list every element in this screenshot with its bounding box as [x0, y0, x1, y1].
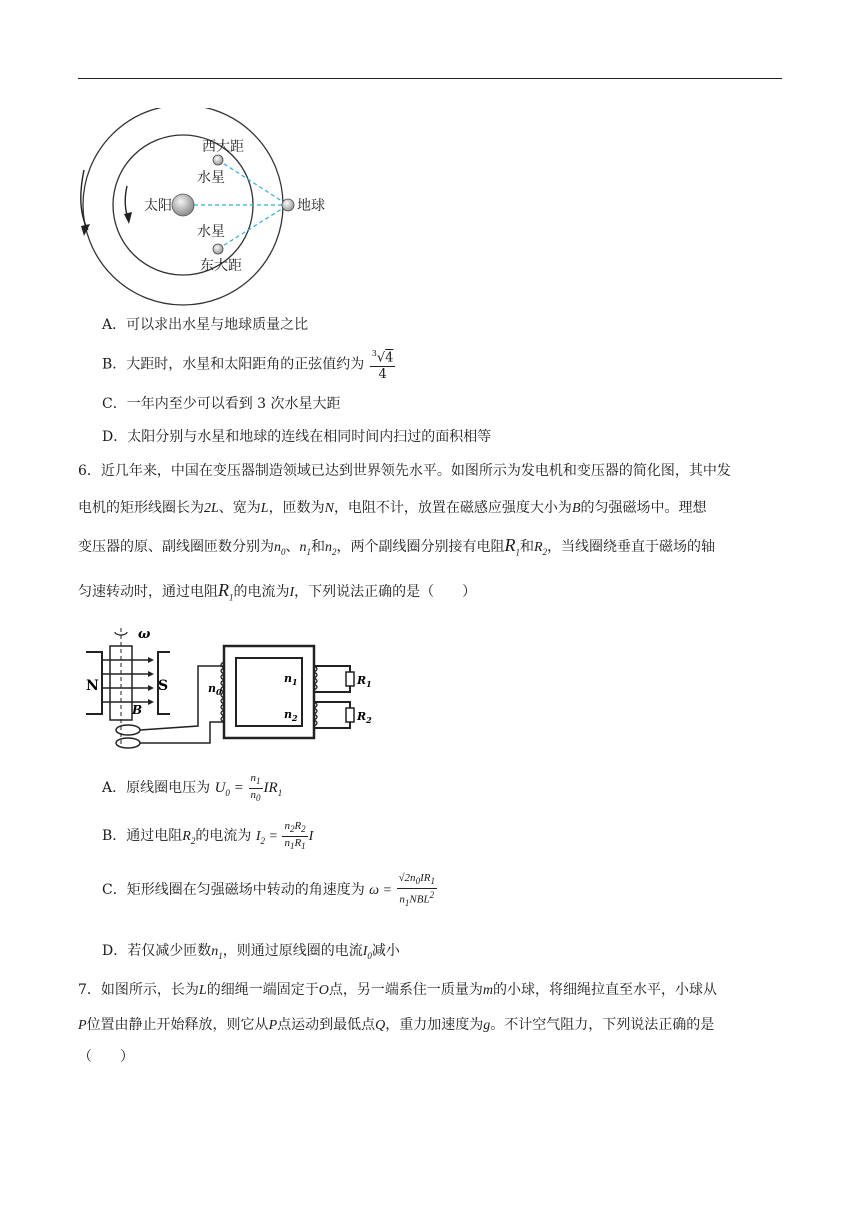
- q7-stem: [78, 972, 784, 1072]
- option-text: 矩形线圈在匀强磁场中转动的角速度为: [126, 882, 365, 899]
- option-text: 太阳分别与水星和地球的连线在相同时间内扫过的面积相等: [127, 429, 492, 445]
- mercury-west-icon: [213, 155, 223, 165]
- earth-icon: [282, 199, 294, 211]
- label-mercury-top: 水星: [197, 170, 225, 186]
- q7-line1: 7．如图所示，长为L的细绳一端固定于O点，另一端系住一质量为m的小球，将细绳拉直至水平，小球从: [78, 982, 717, 998]
- label-b-field: B: [132, 703, 143, 717]
- q7-line3: （ ）: [78, 1049, 134, 1065]
- label-west: 西大距: [202, 139, 244, 155]
- orbit-figure: [78, 108, 338, 308]
- option-text: 若仅减少匝数: [127, 943, 212, 959]
- option-letter: D．: [102, 943, 128, 959]
- option-letter: C．: [102, 882, 127, 899]
- option-text: 大距时，水星和太阳距角的正弦值约为: [126, 356, 365, 373]
- formula-b: $I_2$ = $\frac{n_2R_2}{n_1R_1}$ I: [255, 820, 314, 852]
- q6-line3: 变压器的原、副线圈匝数分别为$n_0$、$n_1$和$n_2$，两个副线圈分别接有电阻$R_1$和$R_2$，当线圈绕垂直于磁场的轴: [78, 535, 716, 558]
- option-text: 原线圈电压为: [126, 780, 211, 797]
- cube-root-fraction: $\frac{^3√4}{4}$: [370, 346, 396, 383]
- q6-option-c[interactable]: [102, 872, 438, 910]
- q7-line2: P位置由静止开始释放，则它从P点运动到最低点Q，重力加速度为g。不计空气阻力，下列说法正确的是: [78, 1017, 715, 1033]
- option-text: 一年内至少可以看到 3 次水星大距: [126, 396, 341, 412]
- q5-option-a[interactable]: [102, 314, 308, 334]
- q5-option-d[interactable]: [102, 426, 491, 446]
- label-mercury-bottom: 水星: [197, 224, 225, 240]
- label-n2: $n_2$: [284, 708, 298, 723]
- q5-option-b[interactable]: [102, 346, 396, 383]
- header-rule: [78, 78, 782, 79]
- formula-a: $U_0$ = $\frac{n_1}{n_0}$ $IR_1$: [214, 772, 283, 804]
- option-letter: A．: [102, 317, 127, 333]
- q6-option-a[interactable]: [102, 772, 282, 805]
- label-omega: ω: [138, 627, 151, 642]
- option-text: 通过电阻: [126, 827, 183, 844]
- q6-stem: [78, 453, 784, 616]
- label-n-pole: N: [86, 678, 99, 694]
- q6-option-d[interactable]: D．若仅减少匝数$n_1$，则通过原线圈的电流$I_0$减小: [102, 943, 400, 961]
- q6-line2: 电机的矩形线圈长为2L、宽为L，匝数为N，电阻不计，放置在磁感应强度大小为B的匀强磁场中。理想: [78, 500, 707, 516]
- mercury-east-icon: [213, 244, 223, 254]
- sun-icon: [172, 194, 194, 216]
- option-letter: D．: [102, 429, 128, 445]
- label-r2: $R_2$: [357, 710, 372, 725]
- option-letter: B．: [102, 827, 127, 844]
- label-earth: 地球: [297, 198, 325, 214]
- label-n1: $n_1$: [284, 672, 298, 687]
- label-sun: 太阳: [144, 198, 172, 214]
- rotation-arrow-icon: [115, 632, 127, 635]
- formula-c: ω = $\frac{√2n_0IR_1}{n_1NBL^2}$: [369, 872, 435, 909]
- label-n0: $n_0$: [208, 682, 222, 697]
- option-text: 可以求出水星与地球质量之比: [126, 317, 309, 333]
- option-letter: B．: [102, 356, 127, 373]
- transformer-figure: [84, 622, 384, 750]
- label-east: 东大距: [200, 258, 242, 274]
- q6-line1: 6．近几年来，中国在变压器制造领域已达到世界领先水平。如图所示为发电机和变压器的简化图，其中发: [78, 463, 731, 479]
- label-r1: $R_1$: [357, 674, 372, 689]
- q5-option-c[interactable]: [102, 393, 341, 413]
- option-letter: A．: [102, 780, 127, 797]
- q6-line4: 匀速转动时，通过电阻$R_1$的电流为I，下列说法正确的是（ ）: [78, 579, 477, 603]
- option-letter: C．: [102, 396, 127, 412]
- q6-option-b[interactable]: B．通过电阻$R_2$的电流为 $I_2$ = $\frac{n_2R_2}{n_1R_1}$ I: [102, 820, 314, 852]
- label-s-pole: S: [158, 678, 169, 694]
